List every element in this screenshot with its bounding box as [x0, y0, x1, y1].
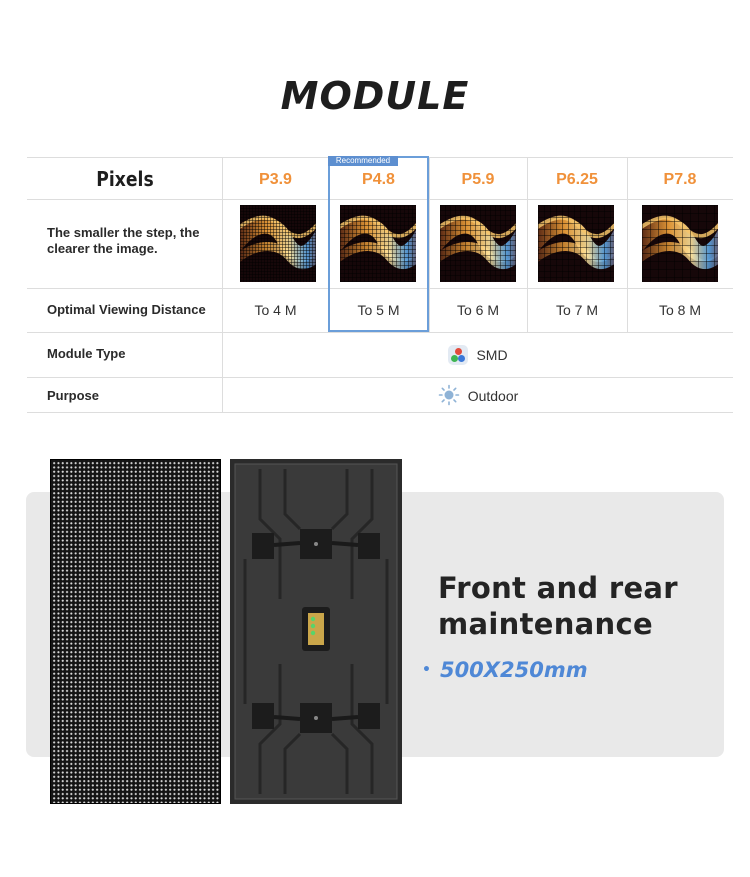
smd-chip-icon — [448, 345, 468, 365]
distance-p6-25: To 7 M — [555, 302, 598, 318]
pitch-p6-25: P6.25 — [556, 171, 598, 188]
module-type-label: Module Type — [47, 346, 126, 361]
pixels-header: Pixels — [96, 167, 154, 191]
image-row-label: The smaller the step, the clearer the image. — [47, 225, 200, 256]
bullet-dot-icon: • — [422, 662, 431, 678]
spec-table — [27, 157, 733, 413]
distance-p3-9: To 4 M — [254, 302, 297, 318]
purpose-cell — [223, 383, 733, 409]
pixel-sample-image-p7-8 — [642, 205, 718, 282]
pitch-p4-8: P4.8 — [362, 171, 395, 188]
pitch-p7-8: P7.8 — [663, 171, 697, 188]
module-size — [422, 658, 588, 682]
distance-row-label: Optimal Viewing Distance — [47, 302, 206, 317]
distance-p5-9: To 6 M — [456, 302, 499, 318]
pixel-sample-image-p3-9 — [240, 205, 316, 282]
module-type-cell — [223, 342, 733, 368]
sun-icon — [438, 384, 460, 409]
purpose-value: Outdoor — [467, 388, 519, 404]
module-size-value: 500X250mm — [439, 658, 588, 682]
pixel-sample-image-p4-8 — [340, 205, 416, 282]
distance-p4-8: To 5 M — [357, 302, 400, 318]
led-module-rear-image — [230, 459, 402, 804]
recommended-badge: Recommended — [328, 156, 398, 166]
module-type-value: SMD — [476, 347, 508, 363]
purpose-label: Purpose — [47, 388, 100, 403]
pixel-sample-image-p5-9 — [440, 205, 516, 282]
page-title: MODULE — [280, 74, 470, 118]
led-module-front-image — [50, 459, 221, 804]
pixel-sample-image-p6-25 — [538, 205, 614, 282]
distance-p7-8: To 8 M — [658, 302, 701, 318]
pitch-p3-9: P3.9 — [259, 171, 292, 188]
feature-title-line2: maintenance — [438, 607, 653, 641]
pitch-p5-9: P5.9 — [461, 171, 495, 188]
feature-title-line1: Front and rear — [438, 571, 678, 605]
feature-title — [438, 570, 678, 642]
